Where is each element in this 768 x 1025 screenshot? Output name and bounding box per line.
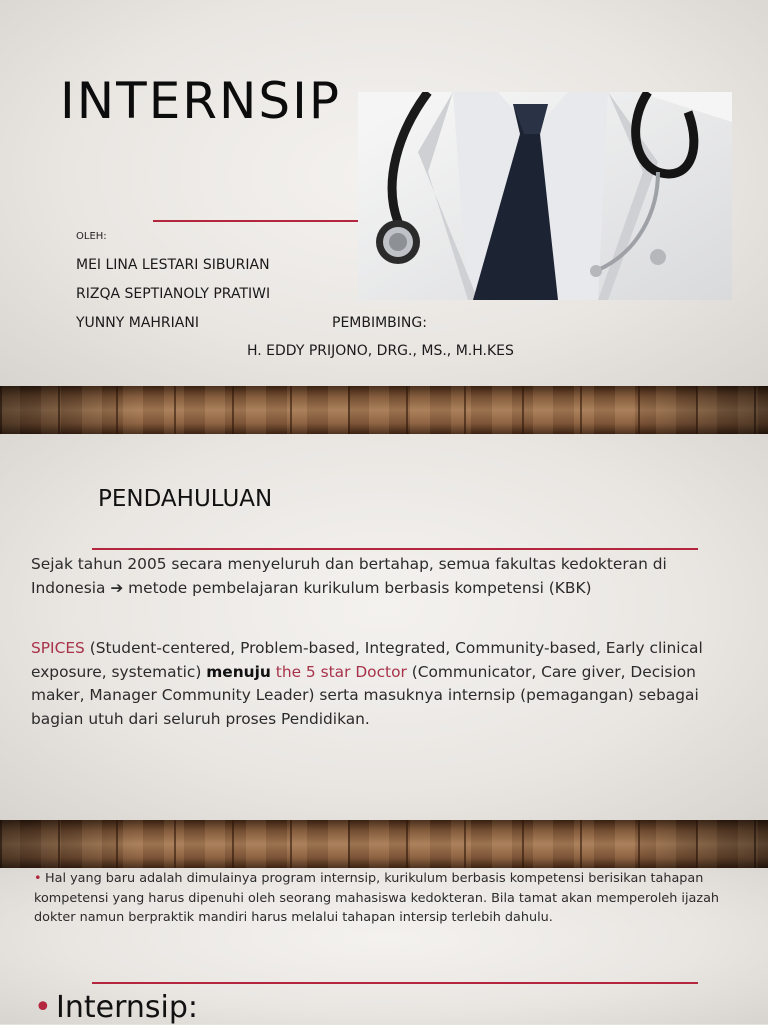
doctor-with-stethoscope-photo <box>358 92 732 300</box>
intro-paragraph <box>31 553 721 600</box>
supervisor-name: H. EDDY PRIJONO, DRG., MS., M.H.KES <box>247 343 514 359</box>
spices-term: SPICES <box>31 639 85 657</box>
author-name: RIZQA SEPTIANOLY PRATIWI <box>76 286 271 302</box>
slide-title-heading: INTERNSIP <box>60 72 342 130</box>
section-divider <box>92 548 698 550</box>
by-label: OLEH: <box>76 231 107 242</box>
internship-heading <box>34 990 198 1025</box>
supervisor-label: PEMBIMBING: <box>332 315 427 331</box>
spices-definition: (Student-centered, Problem-based, Integrated, Community-based, Early clinical exposure, systematic) <box>31 639 703 681</box>
menuju-term: menuju <box>206 662 271 681</box>
author-name: YUNNY MAHRIANI <box>76 315 199 331</box>
list-item <box>34 869 724 928</box>
author-name: MEI LINA LESTARI SIBURIAN <box>76 257 270 273</box>
wood-floor-divider <box>0 820 768 868</box>
title-divider <box>153 220 358 222</box>
slide-introduction <box>0 434 768 820</box>
bullet-icon: • <box>34 990 52 1025</box>
bullet-icon: • <box>34 871 42 886</box>
arrow-icon: ➔ <box>110 578 124 597</box>
internship-heading-text: Internsip: <box>56 990 199 1025</box>
section-divider <box>92 982 698 984</box>
list-item-text: Hal yang baru adalah dimulainya program internsip, kurikulum berbasis kompetensi berisikan tahapan kompetensi yang harus dipenuhi oleh seorang mahasiswa kedokteran. Bila tamat akan memperoleh ijazah dokter namun berpraktik mandiri harus melalui tahapan intersip terlebih dahulu. <box>34 871 720 925</box>
section-title: PENDAHULUAN <box>98 486 273 512</box>
intro-text: Sejak tahun 2005 secara menyeluruh dan bertahap, semua fakultas kedokteran di Indonesia <box>31 555 667 597</box>
spices-paragraph <box>31 637 721 731</box>
five-star-definition: (Communicator, Care giver, Decision maker, Manager Community Leader) serta masuknya internsip (pemagangan) sebagai bagian utuh dari seluruh proses Pendidikan. <box>31 662 699 728</box>
five-star-doctor-term: the 5 star Doctor <box>275 662 407 681</box>
intro-text-tail: metode pembelajaran kurikulum berbasis kompetensi (KBK) <box>123 578 592 597</box>
slide-title <box>0 0 768 386</box>
wood-floor-divider <box>0 386 768 434</box>
